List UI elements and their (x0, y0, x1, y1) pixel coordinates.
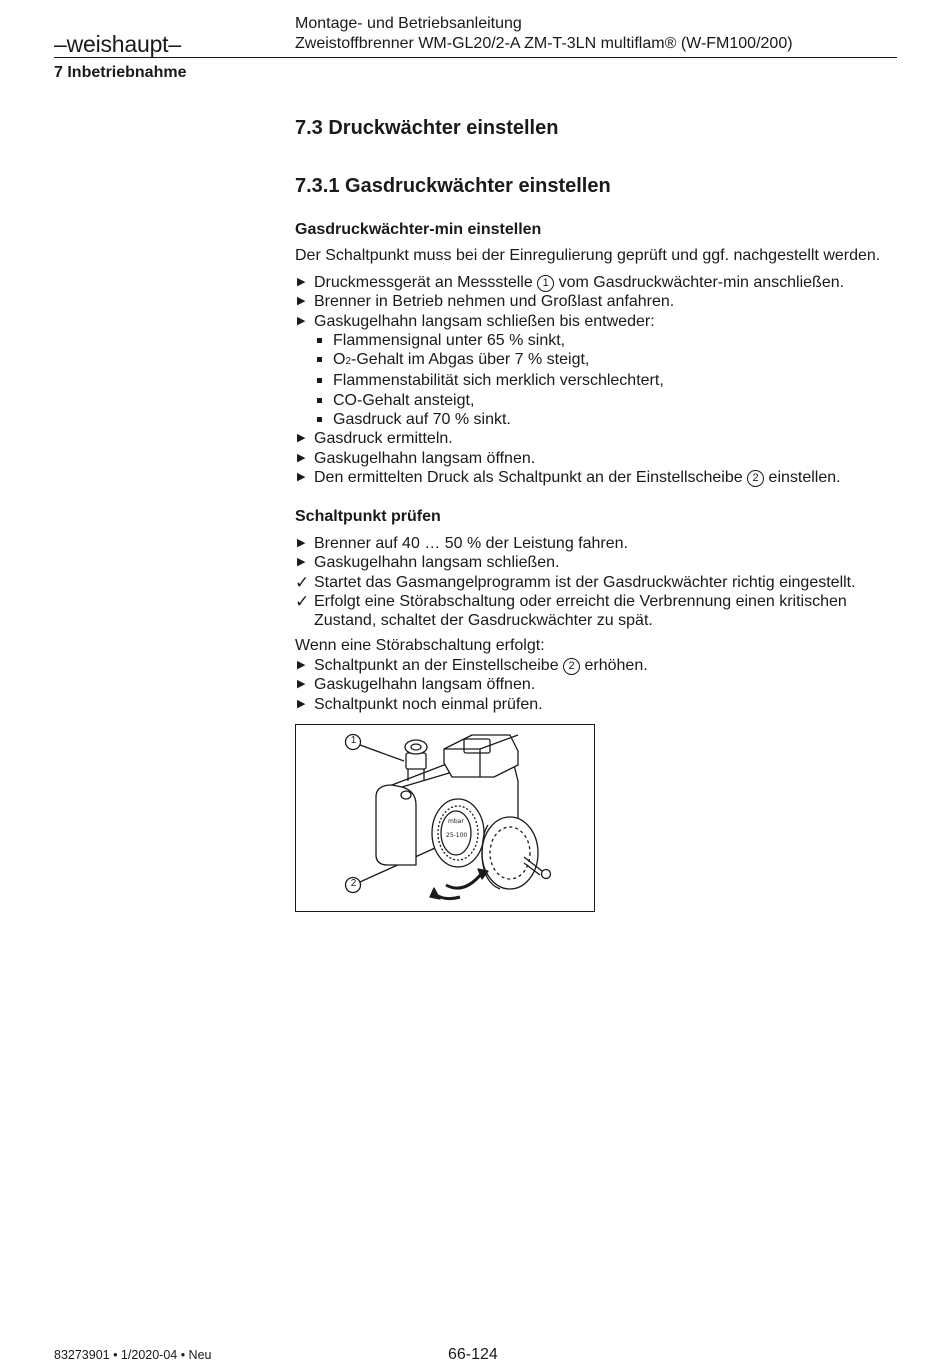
list-item: ▶ Gaskugelhahn langsam öffnen. (297, 449, 536, 467)
square-bullet-icon (317, 338, 322, 343)
fault-intro: Wenn eine Störabschaltung erfolgt: (295, 637, 545, 654)
check-heading: Schaltpunkt prüfen (295, 508, 441, 525)
callout-number: 2 (747, 470, 764, 487)
list-item: ▶ Schaltpunkt noch einmal prüfen. (297, 695, 543, 713)
triangle-right-icon: ▶ (297, 470, 306, 483)
check-steps (295, 534, 895, 630)
product-title: Zweistoffbrenner WM-GL20/2-A ZM-T-3LN multiflam® (W-FM100/200) (295, 35, 793, 52)
document-info: 83273901 • 1/2020-04 • Neu (54, 1348, 212, 1362)
triangle-right-icon: ▶ (297, 432, 306, 445)
triangle-right-icon: ▶ (297, 678, 306, 691)
triangle-right-icon: ▶ (297, 556, 306, 569)
pressure-switch-illustration (296, 725, 594, 911)
list-item: ▶ Den ermittelten Druck als Schaltpunkt an der Einstellscheibe 2 einstellen. (297, 468, 841, 486)
square-bullet-icon (317, 417, 322, 422)
subsection-heading: 7.3.1 Gasdruckwächter einstellen (295, 175, 611, 197)
square-bullet-icon (317, 357, 322, 362)
triangle-right-icon: ▶ (297, 314, 306, 327)
fault-steps (295, 656, 895, 714)
list-item: ▶ Brenner auf 40 … 50 % der Leistung fahren. (297, 535, 628, 552)
list-item: O2-Gehalt im Abgas über 7 % steigt, (314, 350, 895, 371)
min-setting-heading: Gasdruckwächter-min einstellen (295, 221, 542, 238)
pressure-switch-figure (295, 724, 595, 912)
chapter-title: 7 Inbetriebnahme (54, 64, 187, 81)
list-item: ▶ Gasdruck ermitteln. (297, 430, 453, 448)
min-setting-intro: Der Schaltpunkt muss bei der Einregulierung geprüft und ggf. nachgestellt werden. (295, 247, 881, 264)
list-item: ▶ Gaskugelhahn langsam öffnen. (297, 676, 536, 694)
list-item: ✓ Startet das Gasmangelprogramm ist der Gasdruckwächter richtig eingestellt. (295, 572, 856, 592)
brand-logo: –weishaupt– (54, 31, 181, 57)
square-bullet-icon (317, 378, 322, 383)
list-item: Gasdruck auf 70 % sinkt. (314, 410, 895, 429)
section-heading: 7.3 Druckwächter einstellen (295, 117, 559, 139)
condition-list (314, 331, 895, 429)
triangle-right-icon: ▶ (297, 659, 306, 671)
triangle-right-icon: ▶ (297, 295, 306, 308)
list-item: Flammenstabilität sich merklich verschlechtert, (314, 371, 895, 390)
manual-title: Montage- und Betriebsanleitung (295, 15, 522, 32)
callout-number: 1 (537, 275, 554, 292)
list-item: ▶ Druckmessgerät an Messstelle 1 vom Gasdruckwächter-min anschließen. (297, 274, 845, 291)
triangle-right-icon: ▶ (297, 537, 306, 549)
svg-text:mbar: mbar (448, 818, 464, 825)
list-item: Flammensignal unter 65 % sinkt, (314, 331, 895, 350)
triangle-right-icon: ▶ (297, 697, 306, 710)
header-rule (54, 57, 897, 58)
check-icon: ✓ (295, 591, 310, 611)
list-item: ▶ Schaltpunkt an der Einstellscheibe 2 erhöhen. (297, 657, 648, 674)
list-item: CO-Gehalt ansteigt, (314, 391, 895, 410)
list-item: ▶ Brenner in Betrieb nehmen und Großlast anfahren. (297, 293, 675, 311)
triangle-right-icon: ▶ (297, 451, 306, 464)
square-bullet-icon (317, 398, 322, 403)
callout-number: 2 (563, 658, 580, 675)
list-item: ✓ Erfolgt eine Störabschaltung oder erreicht die Verbrennung einen kritischen Zustand, schaltet der Gasdruckwächter zu spät. (295, 591, 847, 630)
check-icon: ✓ (295, 572, 310, 592)
svg-text:25-100: 25-100 (446, 832, 468, 839)
callout-1-label: 1 (350, 735, 357, 746)
list-item: ▶ Gaskugelhahn langsam schließen bis entweder: Flammensignal unter 65 % sinkt, O2-Gehalt im Abgas über 7 % steigt, Flammenstabilität sich merklich verschlechtert, CO-Gehalt ansteigt, Gasdruck auf 70 % sinkt. (295, 312, 895, 430)
callout-2-label: 2 (350, 878, 357, 889)
list-item: ▶ Gaskugelhahn langsam schließen. (297, 554, 560, 572)
min-setting-steps (295, 273, 895, 487)
page-number: 66-124 (448, 1346, 498, 1363)
brand-name: weishaupt (66, 31, 169, 57)
triangle-right-icon: ▶ (297, 276, 306, 288)
